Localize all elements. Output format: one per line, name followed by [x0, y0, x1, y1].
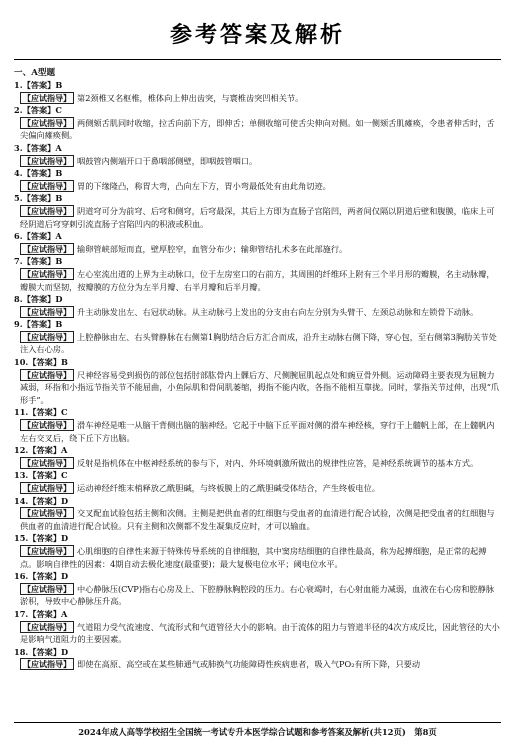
question-item [14, 167, 501, 192]
explanation-text: 上腔静脉由左、右头臂静脉在右侧第1胸肋结合后方汇合而成，沿升主动脉右侧下降，穿心包，至右侧第3胸肋关节处注入右心房。 [20, 331, 497, 355]
answer-label: 【答案】 [28, 533, 62, 544]
question-number: 3. [14, 142, 23, 153]
explanation-text: 尺神经容易受到损伤的部位包括肘部肱骨内上髁后方、尺侧腕屈肌起点处和豌豆骨外侧。运动障碍主要表现为屈腕力减弱，环指和小指远节指关节不能屈曲，小鱼际肌和骨间肌萎缩，拇指不能内收，各指不能相互靠拢。同时，掌指关节过伸，出现“爪形手”。 [20, 369, 500, 405]
answer-line [14, 444, 501, 457]
question-number: 14. [14, 495, 29, 506]
answer-label: 【答案】 [28, 608, 62, 619]
answer-line [14, 646, 501, 659]
answer-value: A [55, 231, 62, 242]
explanation-label: 【应试指导】 [20, 419, 74, 431]
answer-value: D [61, 495, 69, 506]
explanation-text: 胃的下缘隆凸，称胃大弯，凸向左下方，胃小弯最低处有由此角切迹。 [77, 180, 331, 191]
answer-label: 【答案】 [28, 357, 62, 368]
answer-line [14, 469, 501, 482]
answer-value: B [55, 168, 63, 179]
explanation-label: 【应试指导】 [20, 545, 74, 557]
question-item [14, 469, 501, 494]
question-number: 6. [14, 231, 23, 242]
explanation-text: 两侧颏舌肌同时收缩，拉舌向前下方，即伸舌；单侧收缩可使舌尖伸向对侧。如一侧颏舌肌瘫痪，令患者伸舌时，舌尖偏向瘫痪侧。 [20, 117, 495, 141]
explanation [14, 419, 501, 444]
question-number: 10. [14, 357, 29, 368]
question-number: 13. [14, 470, 29, 481]
answer-value: C [55, 105, 62, 116]
answer-value: B [55, 193, 63, 204]
question-item [14, 255, 501, 293]
answer-label: 【答案】 [22, 294, 56, 305]
answer-value: B [55, 319, 63, 330]
explanation-label: 【应试指导】 [20, 117, 74, 129]
question-number: 17. [14, 608, 29, 619]
explanation-text: 气道阻力受气流速度、气流形式和气道管径大小的影响。由于流体的阻力与管道半径的4次方成反比，因此管径的大小是影响气道阻力的主要因素。 [20, 621, 500, 645]
explanation-label: 【应试指导】 [20, 583, 74, 595]
explanation [14, 369, 501, 407]
answer-line [14, 406, 501, 419]
explanation-label: 【应试指导】 [20, 507, 74, 519]
answer-label: 【答案】 [22, 231, 56, 242]
answer-label: 【答案】 [22, 142, 56, 153]
explanation-label: 【应试指导】 [20, 482, 74, 494]
question-number: 18. [14, 646, 29, 657]
answer-value: B [61, 357, 68, 368]
explanation-label: 【应试指导】 [20, 180, 74, 192]
explanation [14, 658, 501, 671]
explanation-label: 【应试指导】 [20, 268, 74, 280]
page-footer: 2024年成人高等学校招生全国统一考试专升本医学综合试题和参考答案及解析(共12页) 第8页 [14, 722, 501, 740]
explanation-text: 升主动脉发出左、右冠状动脉。从主动脉弓上发出的分支由右向左分别为头臂干、左颈总动脉和左锁骨下动脉。 [77, 306, 479, 317]
explanation-text: 反射是指机体在中枢神经系统的参与下，对内、外环境刺激所做出的规律性应答，是神经系统调节的基本方式。 [77, 457, 479, 468]
answer-line [14, 255, 501, 268]
explanation [14, 482, 501, 495]
explanation [14, 155, 501, 168]
question-item [14, 79, 501, 104]
answer-value: D [61, 533, 69, 544]
question-number: 8. [14, 294, 23, 305]
question-number: 2. [14, 105, 23, 116]
answer-label: 【答案】 [28, 495, 62, 506]
explanation [14, 205, 501, 230]
explanation [14, 180, 501, 193]
answer-label: 【答案】 [22, 256, 56, 267]
explanation [14, 92, 501, 105]
explanation-label: 【应试指导】 [20, 457, 74, 469]
explanation-label: 【应试指导】 [20, 658, 74, 670]
answer-label: 【答案】 [22, 193, 56, 204]
answer-label: 【答案】 [28, 470, 62, 481]
explanation-text: 左心室流出道的上界为主动脉口，位于左房室口的右前方，其周围的纤维环上附有三个半月形的瓣膜，名主动脉瓣，瓣膜大而坚韧，按瓣膜的方位分为左半月瓣、右半月瓣和后半月瓣。 [20, 268, 495, 292]
question-item [14, 646, 501, 671]
explanation-text: 咽鼓管内侧端开口于鼻咽部侧壁，即咽鼓管咽口。 [77, 155, 258, 166]
answer-line [14, 79, 501, 92]
explanation-label: 【应试指导】 [20, 155, 74, 167]
question-item [14, 356, 501, 406]
answer-line [14, 318, 501, 331]
answer-label: 【答案】 [28, 445, 62, 456]
answer-value: A [55, 142, 62, 153]
explanation-text: 交叉配血试验包括主侧和次侧。主侧是把供血者的红细胞与受血者的血清进行配合试验，次侧是把受血者的红细胞与供血者的血清进行配合试验。只有主侧和次侧都不发生凝集反应时，才可以输血。 [20, 508, 495, 531]
explanation [14, 117, 501, 142]
answer-label: 【答案】 [28, 646, 62, 657]
section-heading: 一、A型题 [14, 68, 56, 78]
question-item [14, 104, 501, 142]
answer-value: B [55, 80, 63, 90]
explanation [14, 583, 501, 608]
explanation-label: 【应试指导】 [20, 205, 74, 217]
answer-value: D [61, 646, 69, 657]
answer-value: D [61, 571, 69, 582]
explanation-label: 【应试指导】 [20, 621, 74, 633]
title-divider [14, 59, 501, 60]
question-number: 7. [14, 256, 23, 267]
answer-label: 【答案】 [22, 168, 56, 179]
explanation [14, 507, 501, 532]
explanation-label: 【应试指导】 [20, 369, 74, 381]
answer-value: A [61, 608, 68, 619]
question-item [14, 230, 501, 255]
answer-value: B [55, 256, 63, 267]
question-number: 1. [14, 80, 23, 90]
explanation-text: 第2颈椎又名枢椎，椎体向上伸出齿突，与寰椎齿突凹相关节。 [77, 92, 304, 103]
explanation-label: 【应试指导】 [20, 306, 74, 318]
answer-label: 【答案】 [28, 571, 62, 582]
answer-label: 【答案】 [22, 80, 56, 90]
answer-line [14, 293, 501, 306]
answer-line [14, 570, 501, 583]
question-item [14, 444, 501, 469]
question-number: 16. [14, 571, 29, 582]
explanation-text: 运动神经纤维末梢释放乙酰胆碱，与终板膜上的乙酰胆碱受体结合，产生终板电位。 [77, 483, 380, 493]
answer-line [14, 495, 501, 508]
question-item [14, 192, 501, 230]
answer-value: D [55, 294, 63, 305]
answer-value: C [61, 470, 68, 481]
explanation-text: 中心静脉压(CVP)指右心房及上、下腔静脉胸腔段的压力。右心衰竭时，右心射血能力减弱，血液在右心房和腔静脉淤积，导致中心静脉压升高。 [20, 583, 495, 607]
question-number: 12. [14, 445, 29, 456]
answer-label: 【答案】 [28, 407, 62, 418]
question-item [14, 293, 501, 318]
answer-line [14, 608, 501, 621]
question-number: 5. [14, 193, 23, 204]
answer-line [14, 230, 501, 243]
explanation-label: 【应试指导】 [20, 92, 74, 104]
answer-line [14, 167, 501, 180]
answer-line [14, 356, 501, 369]
question-item [14, 608, 501, 646]
explanation [14, 306, 501, 319]
explanation-text: 滑车神经是唯一从脑干背侧出脑的脑神经。它起于中脑下丘平面对侧的滑车神经核，穿行于上髓帆上部，在上髓帆内左右交叉后，绕下丘下方出脑。 [20, 420, 495, 443]
explanation-text: 阴道穹可分为前穹、后穹和侧穹，后穹最深，其后上方即为直肠子宫陷凹，两者间仅隔以阴道后壁和腹膜，临床上可经阴道后穹穿刺引流直肠子宫陷凹内的积液或积血。 [20, 205, 495, 229]
question-item [14, 318, 501, 356]
explanation-text: 输卵管峡部短而直，壁厚腔窄，血管分布少；输卵管结扎术多在此部施行。 [77, 243, 348, 254]
explanation [14, 268, 501, 293]
explanation-text: 心肌细胞的自律性来源于特殊传导系统的自律细胞，其中窦房结细胞的自律性最高，称为起搏细胞，是正常的起搏点。影响自律性的因素：4期自动去极化速度(最重要)；最大复极电位水平；阈电位水平。 [20, 545, 487, 569]
explanation-label: 【应试指导】 [20, 331, 74, 343]
explanation-label: 【应试指导】 [20, 243, 74, 255]
page-title: 参考答案及解析 [169, 23, 345, 48]
question-list [14, 79, 501, 671]
answer-label: 【答案】 [22, 105, 56, 116]
explanation [14, 545, 501, 570]
answer-line [14, 142, 501, 155]
question-item [14, 495, 501, 533]
question-number: 15. [14, 533, 29, 544]
explanation [14, 331, 501, 356]
question-item [14, 570, 501, 608]
question-number: 11. [14, 407, 29, 418]
question-number: 4. [14, 168, 23, 179]
answer-line [14, 192, 501, 205]
explanation [14, 243, 501, 256]
question-number: 9. [14, 319, 23, 330]
question-item [14, 406, 501, 444]
answer-line [14, 104, 501, 117]
explanation-text: 即使在高原、高空或在某些肺通气或肺换气功能障碍性疾病患者，吸入气PO₂有所下降，只要动 [77, 659, 421, 670]
question-item [14, 142, 501, 167]
answer-label: 【答案】 [22, 319, 56, 330]
explanation [14, 457, 501, 470]
answer-line [14, 532, 501, 545]
answer-value: A [61, 445, 68, 456]
question-item [14, 532, 501, 570]
explanation [14, 621, 501, 646]
answer-value: C [61, 407, 68, 418]
